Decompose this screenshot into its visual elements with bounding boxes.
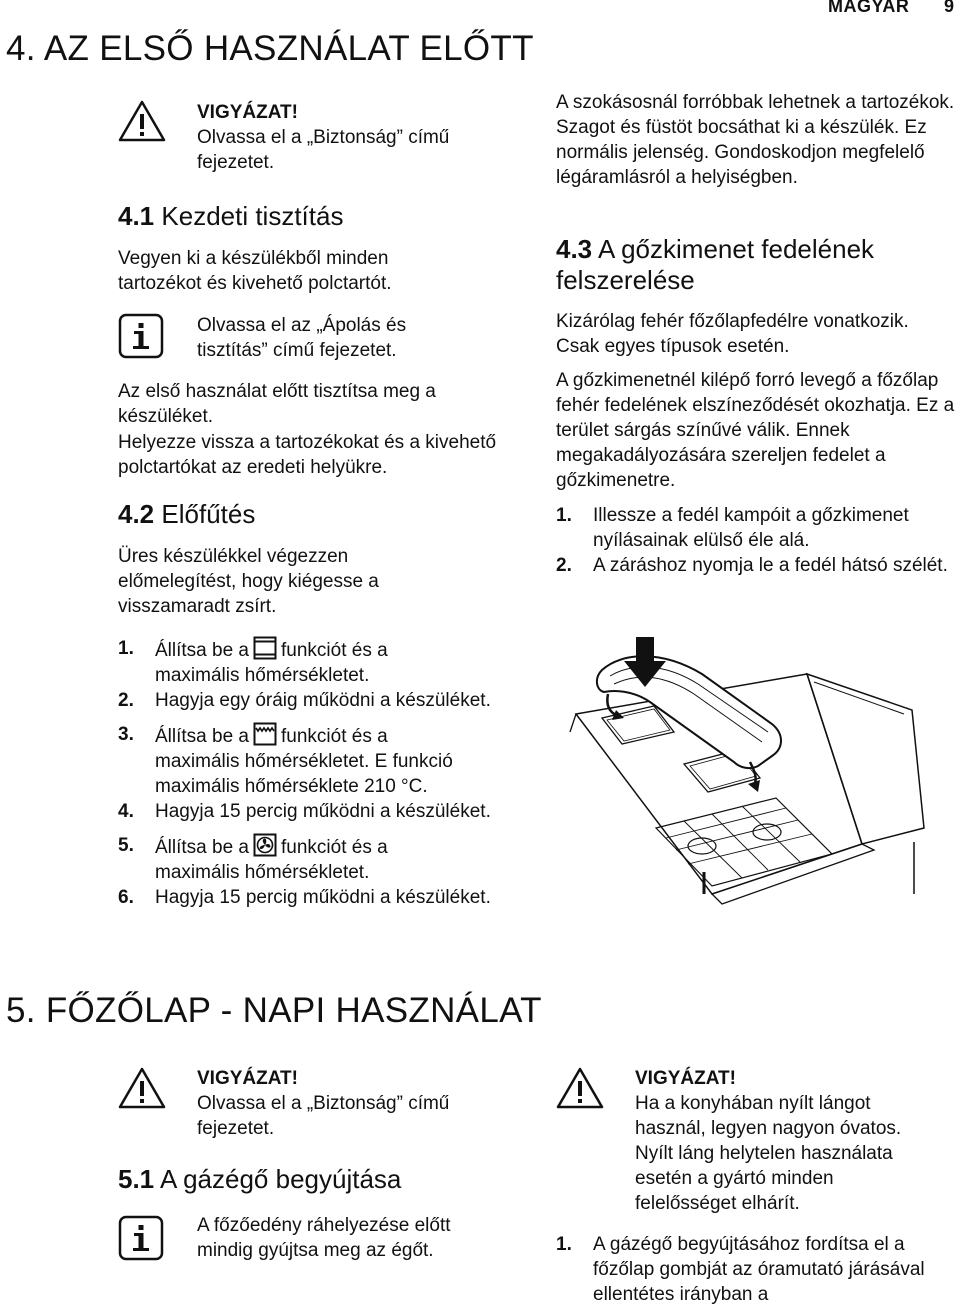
subsection-4-1-title: 4.1 Kezdeti tisztítás bbox=[118, 201, 344, 231]
section-4-title: 4. AZ ELSŐ HASZNÁLAT ELŐTT bbox=[6, 29, 534, 68]
info-text: Olvassa el az „Ápolás és tisztítás” című fejezetet. bbox=[197, 315, 407, 361]
header-language: MAGYAR bbox=[828, 0, 910, 16]
paragraph: Vegyen ki a készülékből minden tartozékot és kivehető polctartót. bbox=[118, 248, 392, 294]
paragraph: Az első használat előtt tisztítsa meg a készüléket. bbox=[118, 381, 436, 427]
warning-title: VIGYÁZAT! bbox=[635, 1068, 736, 1089]
info-text: A főzőedény ráhelyezése előtt mindig gyújtsa meg az égőt. bbox=[197, 1215, 451, 1261]
warning-title: VIGYÁZAT! bbox=[197, 1068, 298, 1089]
cover-steps bbox=[556, 503, 960, 578]
list-item: 1. Illessze a fedél kampóit a gőzkimenet nyílásainak elülső éle alá. bbox=[556, 505, 909, 551]
warning-icon bbox=[118, 1067, 166, 1109]
section-5-title: 5. FŐZŐLAP - NAPI HASZNÁLAT bbox=[6, 991, 542, 1030]
warning-text: Olvassa el a „Biztonság” című fejezetet. bbox=[197, 1093, 450, 1139]
preheat-steps bbox=[118, 636, 518, 910]
paragraph: Kizárólag fehér főzőlapfedélre vonatkozik. Csak egyes típusok esetén. bbox=[556, 311, 909, 357]
paragraph: A szokásosnál forróbbak lehetnek a tartozékok. Szagot és füstöt bocsáthat ki a készülék. Ez normális jelenség. Gondoskodjon megfelelő légáramlásról a helyiségben. bbox=[556, 92, 955, 188]
subsection-4-3-title: 4.3 A gőzkimenet fedelének felszerelése bbox=[556, 234, 875, 295]
info-icon bbox=[118, 313, 164, 359]
list-item: 1. Állítsa be a funkciót és a maximális hőmérsékletet. bbox=[118, 638, 388, 686]
list-item: 5. Állítsa be a funkciót és a maximális hőmérsékletet. bbox=[118, 835, 388, 883]
ignition-steps bbox=[556, 1232, 960, 1307]
subsection-5-1-title: 5.1 A gázégő begyújtása bbox=[118, 1164, 402, 1194]
subsection-4-2-title: 4.2 Előfűtés bbox=[118, 499, 256, 529]
list-item: 2. Hagyja egy óráig működni a készüléket. bbox=[118, 690, 491, 711]
list-item: 4. Hagyja 15 percig működni a készüléket. bbox=[118, 801, 491, 822]
fan-heating-icon bbox=[253, 833, 277, 857]
warning-text: Ha a konyhában nyílt lángot használ, legyen nagyon óvatos. Nyílt láng helytelen használata esetén a gyártó minden felelősséget elhárít. bbox=[635, 1093, 902, 1214]
list-item: 1. A gázégő begyújtásához fordítsa el a főzőlap gombját az óramutató járásával ellentétes irányban a bbox=[556, 1234, 925, 1305]
warning-icon bbox=[118, 100, 166, 142]
paragraph: A gőzkimenetnél kilépő forró levegő a főzőlap fehér fedelének elszíneződését okozhatja. Ez a terület sárgás színűvé válik. Ennek megakadályozására szereljen fedelet a gőzkimenetre. bbox=[556, 370, 955, 491]
top-heat-icon bbox=[253, 722, 277, 746]
warning-text: Olvassa el a „Biztonság” című fejezetet. bbox=[197, 127, 450, 173]
warning-title: VIGYÁZAT! bbox=[197, 102, 298, 123]
arrow-down-icon bbox=[622, 637, 668, 689]
conventional-heating-icon bbox=[253, 636, 277, 660]
list-item: 2. A záráshoz nyomja le a fedél hátsó szélét. bbox=[556, 555, 948, 576]
paragraph: Helyezze vissza a tartozékokat és a kivehető polctartókat az eredeti helyükre. bbox=[118, 432, 497, 478]
info-icon bbox=[118, 1215, 164, 1261]
list-item: 3. Állítsa be a funkciót és a maximális hőmérsékletet. E funkció maximális hőmérséklete 210 °C. bbox=[118, 724, 453, 797]
page-number: 9 bbox=[944, 0, 955, 16]
list-item: 6. Hagyja 15 percig működni a készüléket. bbox=[118, 887, 491, 908]
warning-icon bbox=[556, 1067, 604, 1109]
steam-vent-cover-illustration bbox=[562, 632, 942, 912]
paragraph: Üres készülékkel végezzen előmelegítést, hogy kiégesse a visszamaradt zsírt. bbox=[118, 546, 379, 617]
